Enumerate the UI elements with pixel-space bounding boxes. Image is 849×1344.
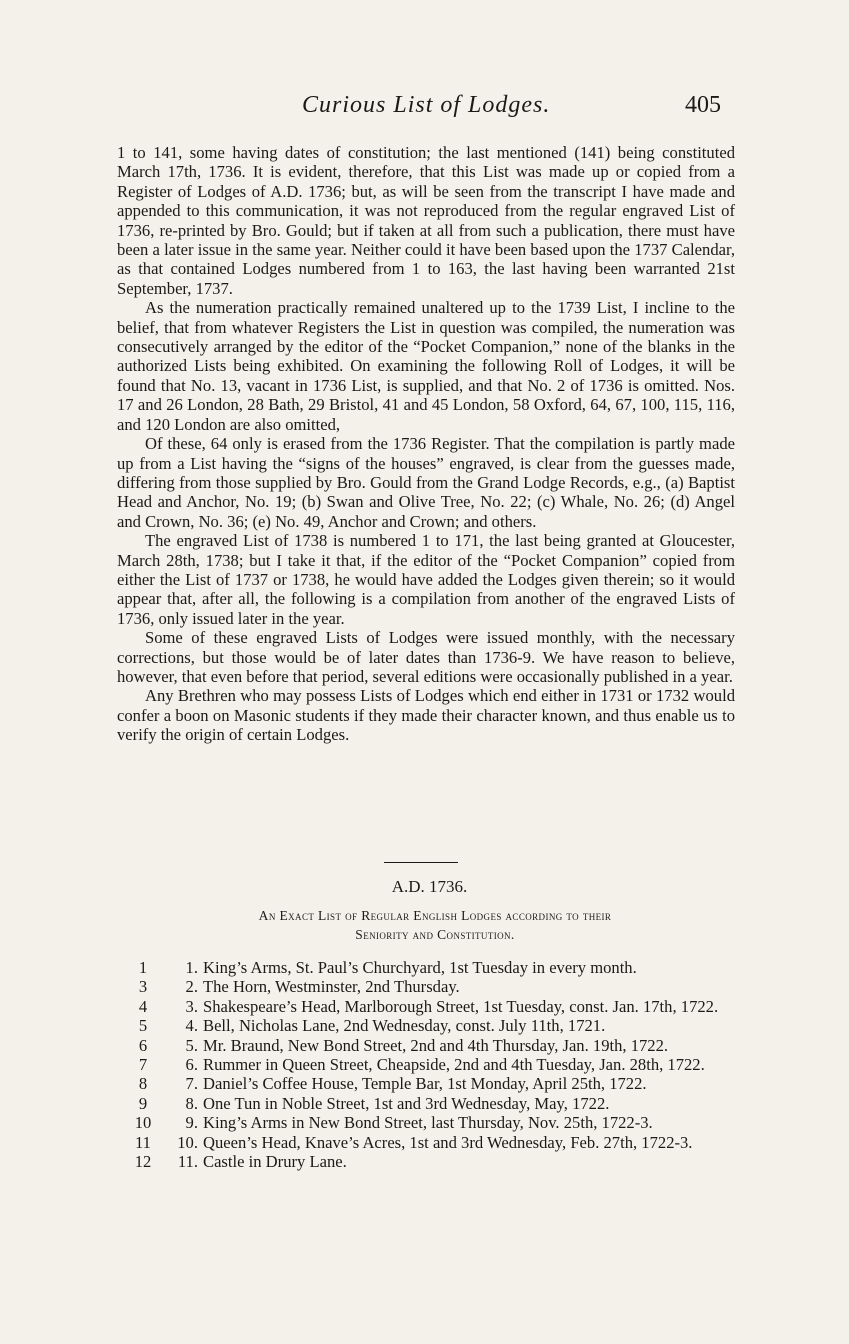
paragraph: As the numeration practically remained unaltered up to the 1739 List, I incline to the belief, that from whatever Registers the List in question was compiled, the numeration was consecutively arranged by the editor of the “Pocket Companion,” none of the blanks in the authorized Lists being exhibited. On examining the following Roll of Lodges, it will be found that No. 13, vacant in 1736 List, is supplied, and that No. 2 of 1736 is omitted. Nos. 17 and 26 London, 28 Bath, 29 Bristol, 41 and 45 London, 58 Oxford, 64, 67, 100, 115, 116, and 120 London are also omitted,	[117, 298, 735, 434]
register-number: 1	[138, 958, 148, 977]
paragraph: Of these, 64 only is erased from the 1736 Register. That the compilation is partly made up from a List having the “signs of the houses” engraved, is clear from the guesses made, differing from those supplied by Bro. Gould from the Grand Lodge Records, e.g., (a) Baptist Head and Anchor, No. 19; (b) Swan and Olive Tree, No. 22; (c) Whale, No. 26; (d) Angel and Crown, No. 36; (e) No. 49, Anchor and Crown; and others.	[117, 434, 735, 531]
list-title	[150, 906, 720, 944]
lodge-description: Shakespeare’s Head, Marlborough Street, 1st Tuesday, const. Jan. 17th, 1722.	[203, 996, 719, 1016]
list-number: 6.	[185, 1055, 198, 1075]
list-number: 7.	[185, 1074, 198, 1094]
lodge-entry	[130, 977, 750, 996]
register-number: 5	[138, 1016, 148, 1036]
register-number: 11	[135, 1132, 151, 1152]
lodge-description: King’s Arms in New Bond Street, last Thursday, Nov. 25th, 1722-3.	[203, 1113, 653, 1133]
lodge-description: One Tun in Noble Street, 1st and 3rd Wednesday, May, 1722.	[203, 1093, 610, 1113]
lodge-entry	[130, 1152, 750, 1171]
page-number: 405	[685, 92, 721, 118]
register-number: 3	[138, 977, 148, 997]
list-number: 10.	[177, 1132, 198, 1152]
lodge-entry	[130, 1133, 750, 1152]
lodge-description: Daniel’s Coffee House, Temple Bar, 1st Monday, April 25th, 1722.	[203, 1074, 647, 1094]
list-number: 1.	[185, 958, 198, 977]
list-number: 8.	[185, 1093, 198, 1113]
lodge-description: King’s Arms, St. Paul’s Churchyard, 1st Tuesday in every month.	[203, 958, 637, 977]
register-number: 12	[134, 1152, 152, 1172]
list-number: 5.	[185, 1035, 198, 1055]
lodge-entry	[130, 958, 750, 977]
lodge-description: The Horn, Westminster, 2nd Thursday.	[203, 977, 460, 997]
paragraph: 1 to 141, some having dates of constitution; the last mentioned (141) being constituted March 17th, 1736. It is evident, therefore, that this List was made up or copied from a Register of Lodges of A.D. 1736; but, as will be seen from the transcript I have made and appended to this communication, it was not reproduced from the regular engraved List of 1736, re-printed by Bro. Gould; but if taken at all from such a publication, there must have been a later issue in the same year. Neither could it have been based upon the 1737 Calendar, as that contained Lodges numbered from 1 to 163, the last having been warranted 21st September, 1737.	[117, 143, 735, 298]
lodge-entry	[130, 1113, 750, 1132]
lodge-description: Bell, Nicholas Lane, 2nd Wednesday, const. July 11th, 1721.	[203, 1016, 606, 1036]
register-number: 9	[138, 1093, 148, 1113]
list-number: 2.	[185, 977, 198, 997]
list-number: 4.	[185, 1016, 198, 1036]
register-number: 7	[138, 1055, 148, 1075]
paragraph: Some of these engraved Lists of Lodges were issued monthly, with the necessary corrections, but those would be of later dates than 1736-9. We have reason to believe, however, that even before that period, several editions were occasionally published in a year.	[117, 628, 735, 686]
list-title-line: An Exact List of Regular English Lodges according to their	[258, 908, 612, 923]
list-number: 9.	[185, 1113, 198, 1133]
lodge-entry	[130, 1094, 750, 1113]
running-title: Curious List of Lodges.	[302, 92, 551, 118]
article-body	[117, 143, 735, 745]
lodge-description: Castle in Drury Lane.	[203, 1152, 347, 1172]
paragraph: Any Brethren who may possess Lists of Lodges which end either in 1731 or 1732 would confer a boon on Masonic students if they made their character known, and thus enable us to verify the origin of certain Lodges.	[117, 686, 735, 745]
lodge-list	[130, 958, 750, 1171]
paragraph: The engraved List of 1738 is numbered 1 to 171, the last being granted at Gloucester, March 28th, 1738; but I take it that, if the editor of the “Pocket Companion” copied from either the List of 1737 or 1738, he would have added the Lodges given therein; so it would appear that, after all, the following is a compilation from another of the engraved Lists of 1736, only issued later in the year.	[117, 531, 735, 628]
lodge-description: Mr. Braund, New Bond Street, 2nd and 4th Thursday, Jan. 19th, 1722.	[203, 1035, 669, 1055]
lodge-description: Queen’s Head, Knave’s Acres, 1st and 3rd Wednesday, Feb. 27th, 1722-3.	[203, 1132, 693, 1152]
list-date-heading: A.D. 1736.	[391, 877, 468, 896]
register-number: 4	[138, 996, 148, 1016]
lodge-entry	[130, 1016, 750, 1035]
lodge-entry	[130, 1055, 750, 1074]
register-number: 6	[138, 1035, 148, 1055]
lodge-entry	[130, 1074, 750, 1093]
list-title-line: Seniority and Constitution.	[355, 927, 515, 942]
lodge-entry	[130, 997, 750, 1016]
list-number: 3.	[185, 996, 198, 1016]
register-number: 10	[134, 1113, 152, 1133]
running-head	[0, 92, 849, 126]
register-number: 8	[138, 1074, 148, 1094]
list-number: 11.	[177, 1152, 198, 1172]
lodge-entry	[130, 1036, 750, 1055]
section-divider	[384, 862, 458, 863]
lodge-description: Rummer in Queen Street, Cheapside, 2nd and 4th Tuesday, Jan. 28th, 1722.	[203, 1055, 705, 1075]
